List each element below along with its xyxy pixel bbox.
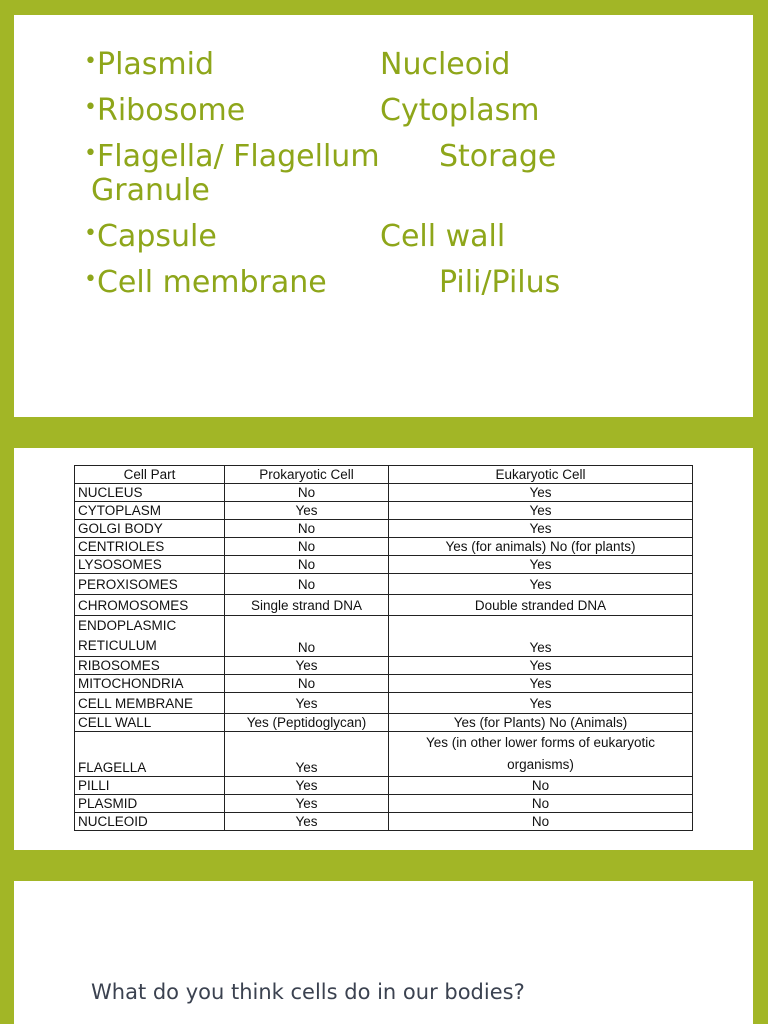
table-cell: CELL WALL xyxy=(75,714,225,732)
table-cell: Double stranded DNA xyxy=(389,595,693,616)
table-row xyxy=(75,538,693,556)
table-cell: MITOCHONDRIA xyxy=(75,675,225,693)
slide-question xyxy=(14,881,753,1024)
table-row xyxy=(75,693,693,714)
table-cell: No xyxy=(389,777,693,795)
bullet-item-2: •Ribosome xyxy=(84,93,246,128)
table-cell: No xyxy=(389,795,693,813)
table-cell: LYSOSOMES xyxy=(75,556,225,574)
bullet-item-3-right: Storage xyxy=(439,139,557,174)
table-header-cell: Cell Part xyxy=(75,466,225,484)
table-row xyxy=(75,657,693,675)
table-cell: PLASMID xyxy=(75,795,225,813)
table-cell: No xyxy=(225,484,389,502)
table-cell: CHROMOSOMES xyxy=(75,595,225,616)
table-cell: FLAGELLA xyxy=(75,732,225,777)
table-row xyxy=(75,502,693,520)
table-cell: Yes (Peptidoglycan) xyxy=(225,714,389,732)
cell-line: organisms) xyxy=(507,757,574,772)
question-text: What do you think cells do in our bodies? xyxy=(91,980,525,1004)
table-cell: Single strand DNA xyxy=(225,595,389,616)
table-cell: No xyxy=(225,556,389,574)
table-cell: PILLI xyxy=(75,777,225,795)
table-cell: Yes xyxy=(389,693,693,714)
table-row xyxy=(75,714,693,732)
table-cell: Yes xyxy=(389,574,693,595)
bullet-item-5: •Cell membrane xyxy=(84,265,327,300)
table-header-cell: Eukaryotic Cell xyxy=(389,466,693,484)
table-cell: NUCLEUS xyxy=(75,484,225,502)
table-cell: Yes (for Plants) No (Animals) xyxy=(389,714,693,732)
table-cell: CYTOPLASM xyxy=(75,502,225,520)
table-row xyxy=(75,795,693,813)
table-cell: No xyxy=(225,574,389,595)
bullet-item-1: •Plasmid xyxy=(84,47,215,82)
table-cell: Yes xyxy=(389,675,693,693)
table-cell: Yes xyxy=(389,484,693,502)
table-cell: Yes xyxy=(389,556,693,574)
table-cell: Yes xyxy=(225,502,389,520)
table-row xyxy=(75,732,693,777)
table-row xyxy=(75,616,693,657)
cell-line: RETICULUM xyxy=(78,638,157,653)
table-cell: No xyxy=(225,538,389,556)
table-cell: CELL MEMBRANE xyxy=(75,693,225,714)
bullet-item-3: •Flagella/ Flagellum xyxy=(84,139,380,174)
table-cell: CENTRIOLES xyxy=(75,538,225,556)
table-row xyxy=(75,777,693,795)
table-cell: Yes (for animals) No (for plants) xyxy=(389,538,693,556)
table-cell: No xyxy=(389,813,693,831)
table-cell: No xyxy=(225,616,389,657)
table-cell: Yes xyxy=(389,520,693,538)
table-cell: Yes xyxy=(389,616,693,657)
table-cell: Yes xyxy=(389,657,693,675)
table-header-cell: Prokaryotic Cell xyxy=(225,466,389,484)
table-cell: No xyxy=(225,520,389,538)
table-cell: Yes xyxy=(389,502,693,520)
cell-line: ENDOPLASMIC xyxy=(78,618,177,633)
cell-line: Yes (in other lower forms of eukaryotic xyxy=(425,735,656,750)
table-cell: Yes xyxy=(225,813,389,831)
table-row xyxy=(75,813,693,831)
table-cell xyxy=(389,732,693,777)
table-cell: Yes xyxy=(225,657,389,675)
table-cell: GOLGI BODY xyxy=(75,520,225,538)
table-cell: Yes xyxy=(225,777,389,795)
table-row xyxy=(75,595,693,616)
table-row xyxy=(75,484,693,502)
table-row xyxy=(75,574,693,595)
table-row xyxy=(75,675,693,693)
slide-cell-parts-list xyxy=(14,15,753,417)
table-cell: NUCLEOID xyxy=(75,813,225,831)
bullet-item-4: •Capsule xyxy=(84,219,217,254)
table-cell: RIBOSOMES xyxy=(75,657,225,675)
table-row xyxy=(75,520,693,538)
table-cell: No xyxy=(225,675,389,693)
slide-cell-comparison-table xyxy=(14,448,753,850)
cell-comparison-table xyxy=(74,465,693,831)
table-cell: Yes xyxy=(225,795,389,813)
table-row xyxy=(75,556,693,574)
bullet-item-4-right: Cell wall xyxy=(380,219,506,254)
bullet-item-2-right: Cytoplasm xyxy=(380,93,540,128)
table-cell: Yes xyxy=(225,732,389,777)
bullet-item-3-wrap: Granule xyxy=(91,173,210,208)
bullet-item-5-right: Pili/Pilus xyxy=(439,265,561,300)
bullet-item-1-right: Nucleoid xyxy=(380,47,511,82)
table-cell xyxy=(75,616,225,657)
table-cell: PEROXISOMES xyxy=(75,574,225,595)
table-cell: Yes xyxy=(225,693,389,714)
table-header-row xyxy=(75,466,693,484)
